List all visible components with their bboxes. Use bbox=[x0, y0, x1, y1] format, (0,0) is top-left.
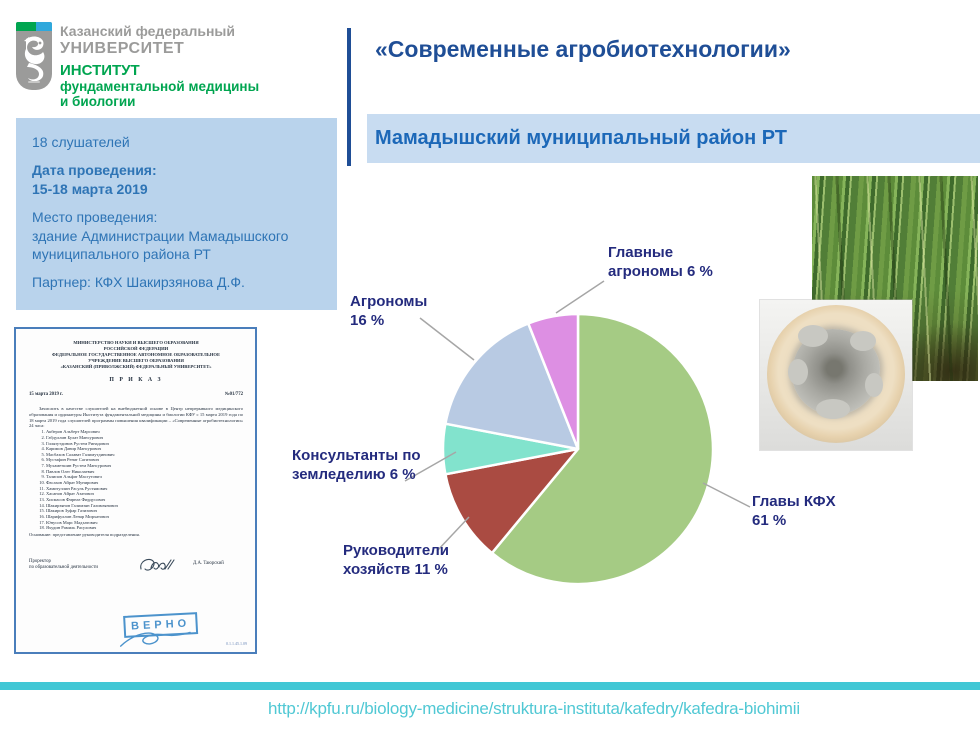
document-header-line-3: УЧРЕЖДЕНИЕ ВЫСШЕГО ОБРАЗОВАНИЯ bbox=[88, 358, 184, 363]
signature-icon bbox=[135, 555, 181, 577]
document-name-item: 15. Шакиров Зуфар Газизович bbox=[46, 508, 243, 514]
region-banner-text: Мамадышский муниципальный район РТ bbox=[375, 127, 788, 149]
place-value: здание Администрации Мамадышского муниципального района РТ bbox=[32, 227, 289, 263]
footer-url-wrap bbox=[44, 699, 980, 719]
place-label: Место проведения: bbox=[32, 208, 158, 225]
logo-line-kazan: Казанский федеральный bbox=[60, 23, 235, 39]
document-header-line-2: ФЕДЕРАЛЬНОЕ ГОСУДАРСТВЕННОЕ АВТОНОМНОЕ ОБРАЗОВАТЕЛЬНОЕ bbox=[51, 352, 221, 357]
document-name-item: 16. Шарифуллин Ленар Мирхатович bbox=[46, 514, 243, 520]
kfu-logo-shield-icon bbox=[16, 22, 52, 90]
label-glavy-kfh: Главы КФХ 61 % bbox=[752, 493, 836, 529]
listeners-count: 18 слушателей bbox=[32, 134, 130, 150]
mold-colony bbox=[792, 329, 880, 415]
document-date: 15 марта 2019 г. bbox=[29, 392, 63, 397]
logo-stripe bbox=[16, 22, 52, 31]
document-name-item: 12. Хасанов Айрат Азатович bbox=[46, 491, 243, 497]
slide-title: «Современные агробиотехнологии» bbox=[375, 36, 791, 62]
document-header-line-0: МИНИСТЕРСТВО НАУКИ И ВЫСШЕГО ОБРАЗОВАНИЯ bbox=[73, 340, 199, 345]
document-name-item: 8. Павлов Олег Николаевич bbox=[46, 469, 243, 475]
label-konsultanty: Консультанты по земледелию 6 % bbox=[292, 447, 421, 483]
document-name-item: 14. Шакирзянов Галимзян Галимзянович bbox=[46, 503, 243, 509]
partner-line: Партнер: КФХ Шакирзянова Д.Ф. bbox=[32, 274, 245, 291]
document-date-row bbox=[29, 392, 243, 397]
document-code: 0.1.1.45.1.09 bbox=[226, 641, 247, 646]
document-order-title: П Р И К А З bbox=[109, 377, 163, 383]
label-rukovoditeli: Руководители хозяйств 11 % bbox=[343, 542, 449, 578]
label-glavnye-agronomy: Главные агрономы 6 % bbox=[608, 244, 713, 280]
document-body: Зачислить в качестве слушателей на внебюджетной основе в Центр непрерывного медицинского образования и ординатуры Института фундаментальной медицины и биологии КФУ с 15 марта 2019 года по 18 марта 2019 года слушателей программы повышения квалификации – «Современные агробиотехнологии» 24 часа: bbox=[29, 406, 243, 429]
logo-line-institute: ИНСТИТУТ bbox=[60, 61, 140, 79]
document-name-item: 5. Масбахов Салават Галимутдинович bbox=[46, 452, 243, 458]
document-name-item: 10. Фасахов Айрат Мунирович bbox=[46, 480, 243, 486]
title-accent-rule bbox=[347, 28, 351, 166]
document-name-item: 7. Мухаметшин Рустем Мансурович bbox=[46, 463, 243, 469]
document-number: №01/772 bbox=[224, 392, 243, 397]
logo-line-university: УНИВЕРСИТЕТ bbox=[60, 39, 185, 57]
verno-stamp bbox=[115, 612, 207, 653]
logo-text-block bbox=[60, 24, 340, 110]
document-names-list bbox=[46, 429, 243, 531]
logo-line-medicine: фундаментальной медицины bbox=[60, 79, 260, 95]
date-value: 15-18 марта 2019 bbox=[32, 180, 148, 197]
signer-role-line1: Проректор bbox=[29, 559, 51, 564]
petri-dish-photo bbox=[760, 300, 912, 450]
document-name-item: 3. Гилязутдинов Рустем Ринадович bbox=[46, 441, 243, 447]
signer-role-line2: по образовательной деятельности bbox=[29, 565, 99, 570]
document-basis: Основание: представление руководителя подразделения. bbox=[29, 532, 140, 537]
zilant-dragon-icon bbox=[16, 31, 52, 90]
document-name-item: 9. Талипов Альфат Масгутович bbox=[46, 474, 243, 480]
document-header-line-4: «КАЗАНСКИЙ (ПРИВОЛЖСКИЙ) ФЕДЕРАЛЬНЫЙ УНИВЕРСИТЕТ» bbox=[60, 364, 212, 369]
verno-stamp-box: ВЕРНО bbox=[123, 612, 198, 638]
document-header-line-1: РОССИЙСКОЙ ФЕДЕРАЦИИ bbox=[103, 346, 169, 351]
document-name-item: 13. Хисмасов Фирназ Фирдусович bbox=[46, 497, 243, 503]
document-signature-block bbox=[29, 559, 243, 577]
document-header bbox=[29, 340, 243, 370]
document-name-item: 17. Юнусов Марс Мадхатович bbox=[46, 520, 243, 526]
document-name-item: 18. Яхудин Рамиль Расулович bbox=[46, 525, 243, 531]
footer-teal-bar bbox=[0, 682, 980, 690]
logo-line-biology: и биологии bbox=[60, 94, 136, 110]
order-document bbox=[14, 327, 257, 654]
document-name-item: 11. Хамитуллин Расуль Рустямович bbox=[46, 486, 243, 492]
document-name-item: 4. Каримов Данир Мансурович bbox=[46, 446, 243, 452]
stamp-signature-icon bbox=[116, 624, 207, 651]
document-name-item: 2. Габдуллин Булат Мансурович bbox=[46, 435, 243, 441]
document-name-item: 6. Мустафин Ренат Сагитович bbox=[46, 457, 243, 463]
date-label: Дата проведения: bbox=[32, 161, 157, 178]
label-agronomy: Агрономы 16 % bbox=[350, 293, 428, 329]
petri-dish-icon bbox=[767, 305, 905, 443]
signer-name: Д.А. Таюрский bbox=[193, 561, 224, 566]
document-name-item: 1. Акберов Альберт Марсович bbox=[46, 429, 243, 435]
footer-url-link[interactable]: http://kpfu.ru/biology-medicine/struktura-instituta/kafedry/kafedra-biohimii bbox=[268, 699, 800, 718]
